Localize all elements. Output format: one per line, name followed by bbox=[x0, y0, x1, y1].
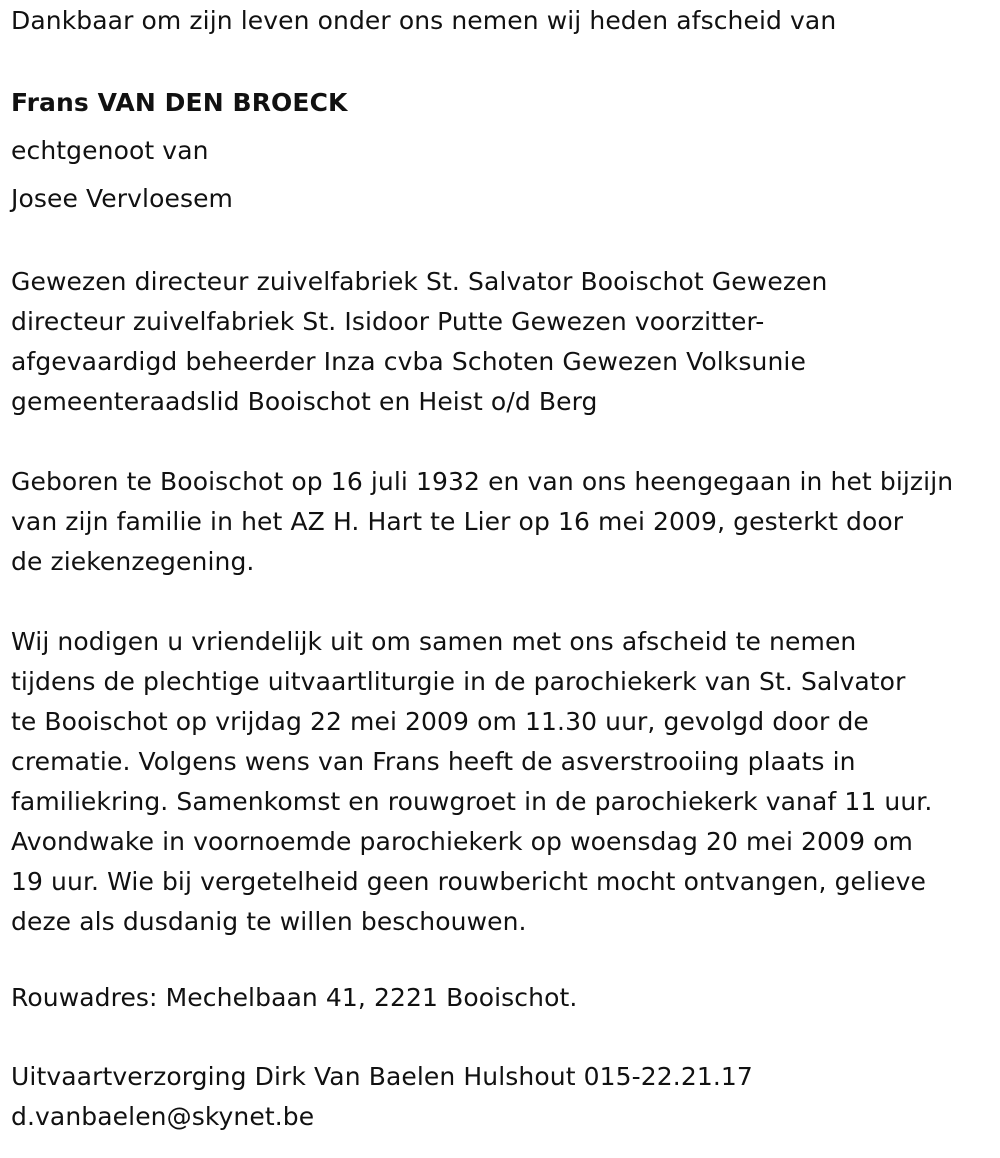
undertaker-info: Uitvaartverzorging Dirk Van Baelen Hulshout 015-22.21.17 bbox=[11, 1062, 753, 1091]
relation-text: echtgenoot van bbox=[11, 136, 209, 165]
funeral-paragraph bbox=[11, 622, 932, 942]
career-line: directeur zuivelfabriek St. Isidoor Putte Gewezen voorzitter- bbox=[11, 307, 765, 336]
funeral-line: tijdens de plechtige uitvaartliturgie in de parochiekerk van St. Salvator bbox=[11, 667, 906, 696]
spouse-name: Josee Vervloesem bbox=[11, 184, 233, 213]
birth-line: van zijn familie in het AZ H. Hart te Lier op 16 mei 2009, gesterkt door bbox=[11, 507, 904, 536]
birth-line: Geboren te Booischot op 16 juli 1932 en van ons heengegaan in het bijzijn bbox=[11, 467, 954, 496]
funeral-line: familiekring. Samenkomst en rouwgroet in de parochiekerk vanaf 11 uur. bbox=[11, 787, 933, 816]
funeral-line: Avondwake in voornoemde parochiekerk op woensdag 20 mei 2009 om bbox=[11, 827, 913, 856]
funeral-line: 19 uur. Wie bij vergetelheid geen rouwbericht mocht ontvangen, gelieve bbox=[11, 867, 926, 896]
undertaker-email[interactable]: d.vanbaelen@skynet.be bbox=[11, 1102, 315, 1131]
birth-line: de ziekenzegening. bbox=[11, 547, 255, 576]
career-paragraph bbox=[11, 262, 827, 422]
career-line: afgevaardigd beheerder Inza cvba Schoten Gewezen Volksunie bbox=[11, 347, 806, 376]
deceased-name: Frans VAN DEN BROECK bbox=[11, 88, 348, 117]
career-line: Gewezen directeur zuivelfabriek St. Salvator Booischot Gewezen bbox=[11, 267, 828, 296]
intro-text: Dankbaar om zijn leven onder ons nemen wij heden afscheid van bbox=[11, 6, 837, 35]
mourning-address: Rouwadres: Mechelbaan 41, 2221 Booischot. bbox=[11, 983, 578, 1012]
funeral-line: crematie. Volgens wens van Frans heeft de asverstrooiing plaats in bbox=[11, 747, 856, 776]
career-line: gemeenteraadslid Booischot en Heist o/d Berg bbox=[11, 387, 598, 416]
funeral-line: Wij nodigen u vriendelijk uit om samen met ons afscheid te nemen bbox=[11, 627, 857, 656]
funeral-line: te Booischot op vrijdag 22 mei 2009 om 11.30 uur, gevolgd door de bbox=[11, 707, 869, 736]
funeral-line: deze als dusdanig te willen beschouwen. bbox=[11, 907, 527, 936]
birth-death-paragraph bbox=[11, 462, 953, 582]
